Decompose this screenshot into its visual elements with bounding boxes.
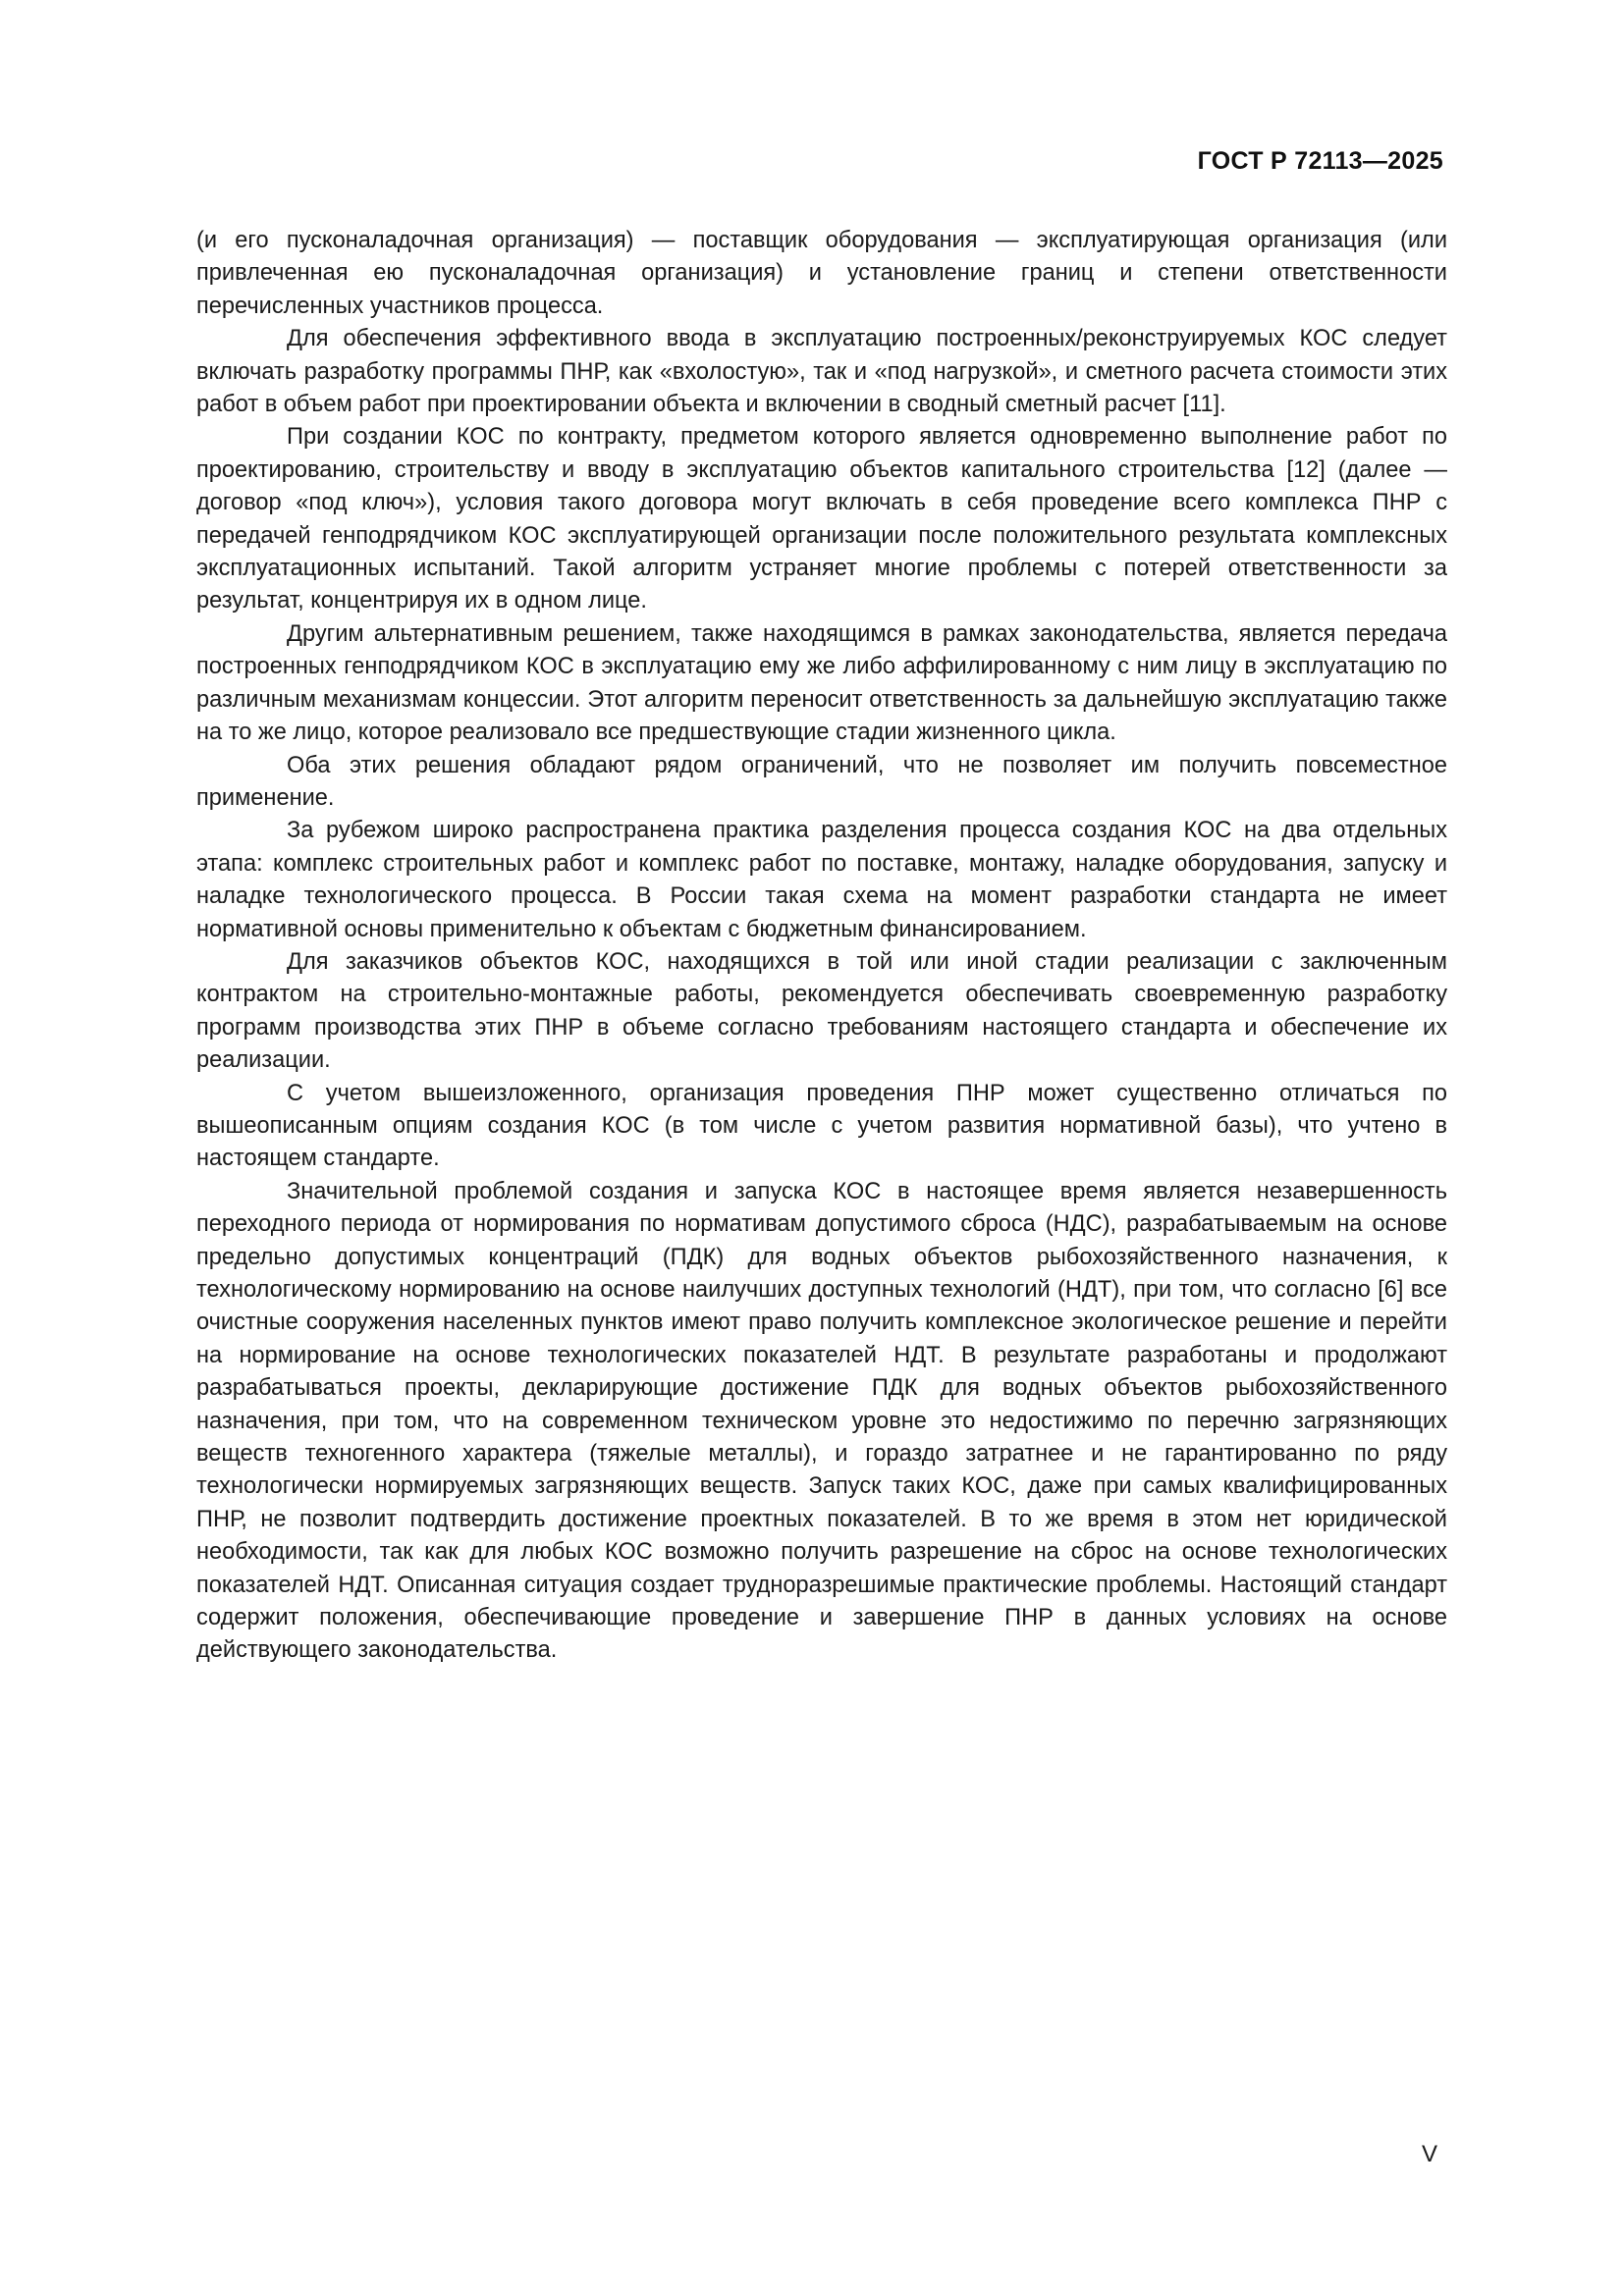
document-body [196, 225, 1447, 1668]
paragraph: Оба этих решения обладают рядом ограничений, что не позволяет им получить повсеместное применение. [196, 752, 1447, 811]
paragraph: За рубежом широко распространена практика разделения процесса создания КОС на два отдельных этапа: комплекс строительных работ и комплекс работ по поставке, монтажу, наладке оборудования, запуску и наладке технологического процесса. В России такая схема на момент разработки стандарта не имеет нормативной основы применительно к объектам с бюджетным финансированием. [196, 818, 1447, 942]
paragraph: Для обеспечения эффективного ввода в эксплуатацию построенных/реконструируемых КОС следует включать разработку программы ПНР, как «вхолостую», так и «под нагрузкой», и сметного расчета стоимости этих работ в объем работ при проектировании объекта и включении в сводный сметный расчет [11]. [196, 326, 1447, 418]
paragraph: Для заказчиков объектов КОС, находящихся в той или иной стадии реализации с заключенным контрактом на строительно-монтажные работы, рекомендуется обеспечивать своевременную разработку программ производства этих ПНР в объеме согласно требованиям настоящего стандарта и обеспечение их реализации. [196, 948, 1447, 1074]
document-code-header: ГОСТ Р 72113—2025 [1197, 147, 1443, 175]
paragraph-continuation: (и его пусконаладочная организация) — поставщик оборудования — эксплуатирующая организация (или привлеченная ею пусконаладочная организация) и установление границ и степени ответственности перечисленных участников процесса. [196, 228, 1447, 319]
paragraph: Другим альтернативным решением, также находящимся в рамках законодательства, является передача построенных генподрядчиком КОС в эксплуатацию ему же либо аффилированному с ним лицу в эксплуатацию по различным механизмам концессии. Этот алгоритм переносит ответственность за дальнейшую эксплуатацию также на то же лицо, которое реализовало все предшествующие стадии жизненного цикла. [196, 620, 1447, 746]
paragraph: С учетом вышеизложенного, организация проведения ПНР может существенно отличаться по вышеописанным опциям создания КОС (в том числе с учетом развития нормативной базы), что учтено в настоящем стандарте. [196, 1080, 1447, 1172]
paragraph: Значительной проблемой создания и запуска КОС в настоящее время является незавершенность переходного периода от нормирования по нормативам допустимого сброса (НДС), разрабатываемым на основе предельно допустимых концентраций (ПДК) для водных объектов рыбохозяйственного назначения, к технологическому нормированию на основе наилучших доступных технологий (НДТ), при том, что согласно [6] все очистные сооружения населенных пунктов имеют право получить комплексное экологическое решение и перейти на нормирование на основе технологических показателей НДТ. В результате разработаны и продолжают разрабатываться проекты, декларирующие достижение ПДК для водных объектов рыбохозяйственного назначения, при том, что на современном техническом уровне это недостижимо по перечню загрязняющих веществ техногенного характера (тяжелые металлы), и гораздо затратнее и не гарантированно по ряду технологически нормируемых загрязняющих веществ. Запуск таких КОС, даже при самых квалифицированных ПНР, не позволит подтвердить достижение проектных показателей. В то же время в этом нет юридической необходимости, так как для любых КОС возможно получить разрешение на сброс на основе технологических показателей НДТ. Описанная ситуация создает трудноразрешимые практические проблемы. Настоящий стандарт содержит положения, обеспечивающие проведение и завершение ПНР в данных условиях на основе действующего законодательства. [196, 1178, 1447, 1664]
page-number: V [1421, 2141, 1437, 2167]
paragraph: При создании КОС по контракту, предметом которого является одновременно выполнение работ по проектированию, строительству и вводу в эксплуатацию объектов капитального строительства [12] (далее — договор «под ключ»), условия такого договора могут включать в себя проведение всего комплекса ПНР с передачей генподрядчиком КОС эксплуатирующей организации после положительного результата комплексных эксплуатационных испытаний. Такой алгоритм устраняет многие проблемы с потерей ответственности за результат, концентрируя их в одном лице. [196, 424, 1447, 614]
